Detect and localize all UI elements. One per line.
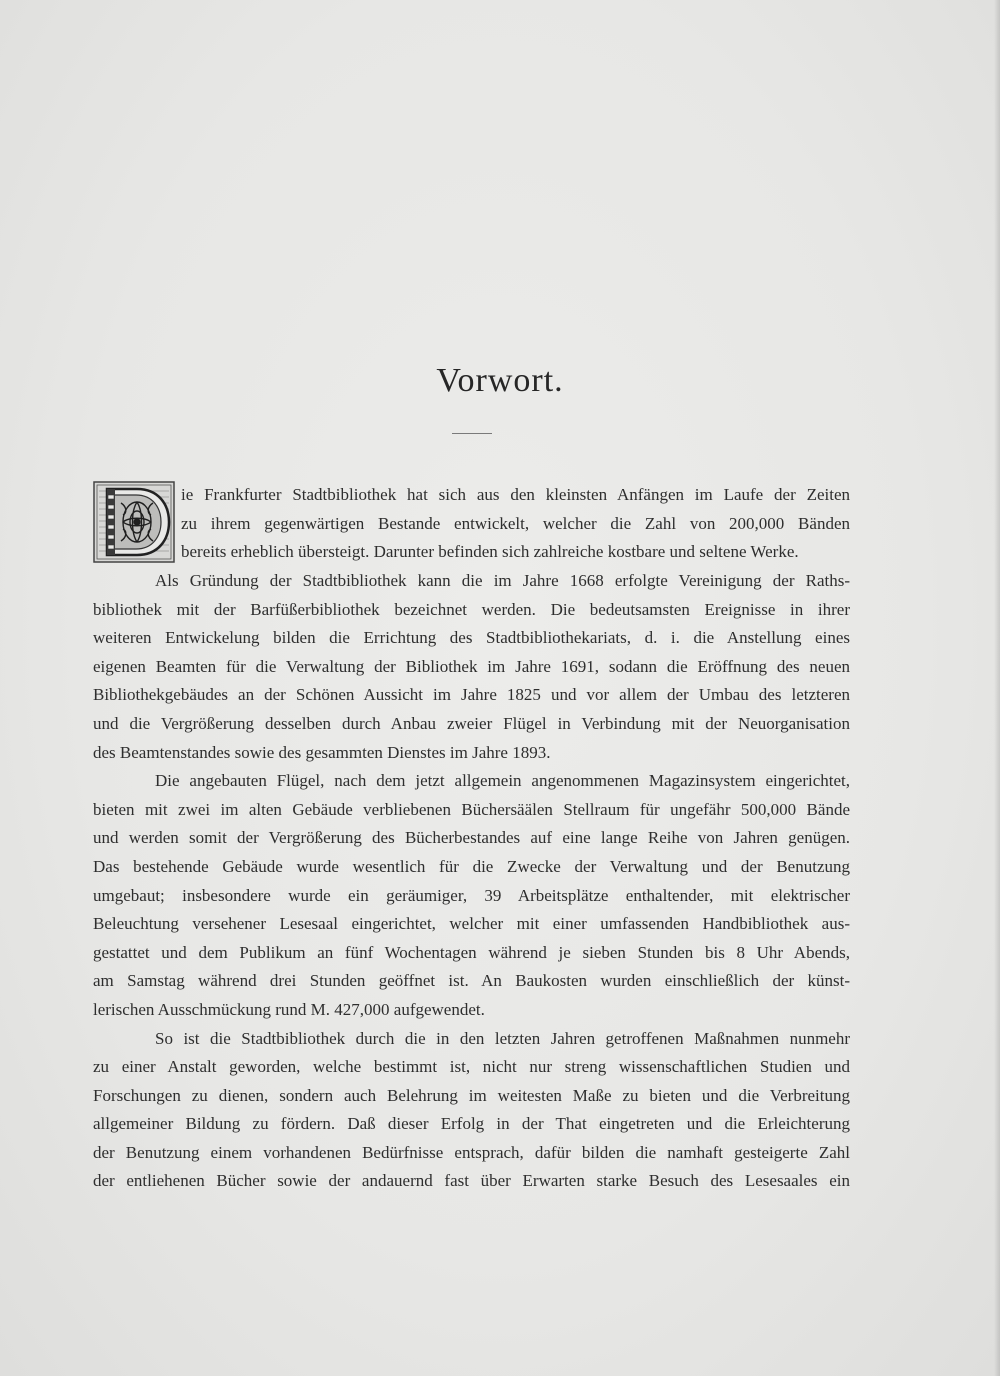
text-line: am Samstag während drei Stunden geöffnet ist. An Baukosten wurden einschließlich der künst-: [93, 971, 850, 991]
opening-paragraph: [181, 481, 850, 567]
text-line: der Benutzung einem vorhandenen Bedürfnisse entsprach, dafür bilden die namhaft gesteigerte Zahl: [93, 1142, 850, 1162]
text-line: Als Gründung der Stadtbibliothek kann die im Jahre 1668 erfolgte Vereinigung der Raths-: [155, 571, 850, 590]
page-edge-shadow: [994, 0, 1000, 1376]
text-line: und die Vergrößerung desselben durch Anbau zweier Flügel in Verbindung mit der Neuorganisation: [93, 713, 850, 733]
text-line: Das bestehende Gebäude wurde wesentlich für die Zwecke der Verwaltung und der Benutzung: [93, 856, 850, 876]
text-line: zu einer Anstalt geworden, welche bestimmt ist, nicht nur streng wissenschaftlichen Studien und: [93, 1057, 850, 1077]
text-line: Forschungen zu dienen, sondern auch Belehrung im weitesten Maße zu bieten und die Verbreitung: [93, 1085, 850, 1105]
text-line: bibliothek mit der Barfüßerbibliothek bezeichnet werden. Die bedeutsamsten Ereignisse in ihrer: [93, 599, 850, 619]
text-line: des Beamtenstandes sowie des gesammten Dienstes im Jahre 1893.: [93, 742, 551, 762]
text-line: lerischen Ausschmückung rund M. 427,000 aufgewendet.: [93, 999, 485, 1019]
text-line: bereits erheblich übersteigt. Darunter befinden sich zahlreiche kostbare und seltene Werke.: [181, 542, 799, 562]
text-line: umgebaut; insbesondere wurde ein geräumiger, 39 Arbeitsplätze enthaltender, mit elektrischer: [93, 885, 850, 905]
text-line: ie Frankfurter Stadtbibliothek hat sich aus den kleinsten Anfängen im Laufe der Zeiten: [181, 485, 850, 504]
text-line: Bibliothekgebäudes an der Schönen Aussicht im Jahre 1825 und vor allem der Umbau des letzteren: [93, 685, 850, 705]
text-line: Beleuchtung versehener Lesesaal eingerichtet, welcher mit einer umfassenden Handbibliothek aus-: [93, 914, 850, 934]
text-line: bieten mit zwei im alten Gebäude verbliebenen Büchersäälen Stellraum für ungefähr 500,000 Bände: [93, 799, 850, 819]
text-line: So ist die Stadtbibliothek durch die in den letzten Jahren getroffenen Maßnahmen nunmehr: [155, 1028, 850, 1048]
text-line: Die angebauten Flügel, nach dem jetzt allgemein angenommenen Magazinsystem eingerichtet,: [155, 771, 850, 791]
title-divider: [452, 433, 492, 434]
text-line: und werden somit der Vergrößerung des Bücherbestandes auf eine lange Reihe von Jahren genügen.: [93, 828, 850, 848]
text-line: allgemeiner Bildung zu fördern. Daß dieser Erfolg in der That eingetreten und die Erleichterung: [93, 1114, 850, 1134]
text-line: zu ihrem gegenwärtigen Bestande entwickelt, welcher die Zahl von 200,000 Bänden: [181, 513, 850, 533]
ornamental-dropcap-d-icon: [93, 481, 175, 563]
text-line: eigenen Beamten für die Verwaltung der Bibliothek im Jahre 1691, sodann die Eröffnung des neuen: [93, 656, 850, 676]
text-line: gestattet und dem Publikum an fünf Wochentagen während je sieben Stunden bis 8 Uhr Abends,: [93, 942, 850, 962]
text-line: der entliehenen Bücher sowie der andauernd fast über Erwarten starke Besuch des Lesesaales ein: [93, 1171, 850, 1191]
text-line: weiteren Entwickelung bilden die Errichtung des Stadtbibliothekariats, d. i. die Anstellung eines: [93, 628, 850, 648]
body-text: [93, 567, 850, 1196]
page-title: Vorwort.: [436, 362, 564, 399]
